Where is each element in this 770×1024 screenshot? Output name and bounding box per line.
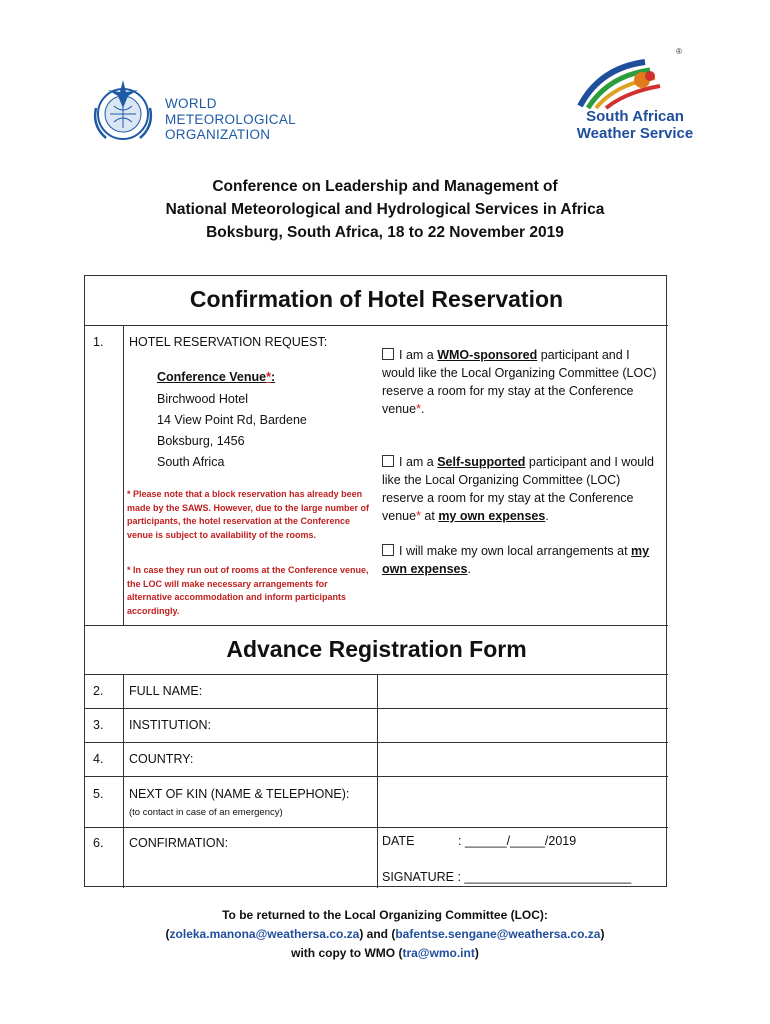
full-name-label: FULL NAME: xyxy=(129,684,203,698)
next-of-kin-field[interactable] xyxy=(379,778,667,826)
registration-section-title: Advance Registration Form xyxy=(226,636,527,662)
email-link-wmo[interactable]: tra@wmo.int xyxy=(402,946,475,960)
conference-title: Conference on Leadership and Management of National Meteorological and Hydrological Services in Africa Boksburg, South Africa, 18 to 22 November 2019 xyxy=(165,178,605,241)
registration-table xyxy=(84,275,667,887)
hotel-request-label: HOTEL RESERVATION REQUEST: xyxy=(129,335,328,349)
registered-mark: ® xyxy=(676,47,682,56)
country-field[interactable] xyxy=(379,744,667,775)
institution-label: INSTITUTION: xyxy=(129,718,211,732)
venue-address: Birchwood Hotel 14 View Point Rd, Bardene Boksburg, 1456 South Africa xyxy=(157,392,307,469)
email-link-bafentse[interactable]: bafentse.sengane@weathersa.co.za xyxy=(395,927,601,941)
checkbox-icon[interactable] xyxy=(382,544,394,556)
return-instructions: To be returned to the Local Organizing Committee (LOC): (zoleka.manona@weathersa.co.za) and (bafentse.sengane@weathersa.co.za) with copy to WMO (tra@wmo.int) xyxy=(165,908,605,960)
row-number: 5. xyxy=(93,787,104,801)
email-link-zoleka[interactable]: zoleka.manona@weathersa.co.za xyxy=(169,927,360,941)
next-of-kin-hint: (to contact in case of an emergency) xyxy=(129,807,283,818)
option-wmo-sponsored[interactable]: I am a WMO-sponsored participant and I would like the Local Organizing Committee (LOC) reserve a room for my stay at the Conference venue*. xyxy=(382,348,657,416)
row-number: 6. xyxy=(93,836,104,850)
date-field[interactable]: : ______/_____/2019 xyxy=(458,834,577,848)
institution-field[interactable] xyxy=(379,710,667,741)
checkbox-icon[interactable] xyxy=(382,455,394,467)
row-number: 1. xyxy=(93,335,104,349)
note-block-reservation: * Please note that a block reservation has already been made by the SAWS. However, due to the large number of participants, the hotel reservation at the Conference venue is subject to availability of the rooms. xyxy=(127,489,370,540)
note-alternative-accommodation: * In case they run out of rooms at the Conference venue, the LOC will make necessary arrangements for alternative accommodation and inform participants accordingly. xyxy=(127,565,369,616)
option-self-supported[interactable]: I am a Self-supported participant and I would like the Local Organizing Committee (LOC) reserve a room for my stay at the Conference venue* at my own expenses. xyxy=(382,455,654,523)
hotel-section-title: Confirmation of Hotel Reservation xyxy=(189,286,564,312)
wmo-emblem-icon xyxy=(88,78,158,148)
option-own-arrangements[interactable]: I will make my own local arrangements at my own expenses. xyxy=(382,544,650,576)
row-number: 4. xyxy=(93,752,104,766)
next-of-kin-label: NEXT OF KIN (NAME & TELEPHONE): xyxy=(129,787,350,801)
date-label: DATE xyxy=(382,834,415,848)
row-number: 2. xyxy=(93,684,104,698)
full-name-field[interactable] xyxy=(379,676,667,707)
row-number: 3. xyxy=(93,718,104,732)
saws-logo-text: South African Weather Service xyxy=(576,108,694,142)
signature-field[interactable]: SIGNATURE : ________________________ xyxy=(382,870,632,884)
confirmation-label: CONFIRMATION: xyxy=(129,836,229,850)
checkbox-icon[interactable] xyxy=(382,348,394,360)
venue-label: Conference Venue*: xyxy=(157,370,276,384)
country-label: COUNTRY: xyxy=(129,752,194,766)
wmo-logo-text: WORLD METEOROLOGICAL ORGANIZATION xyxy=(165,96,296,142)
